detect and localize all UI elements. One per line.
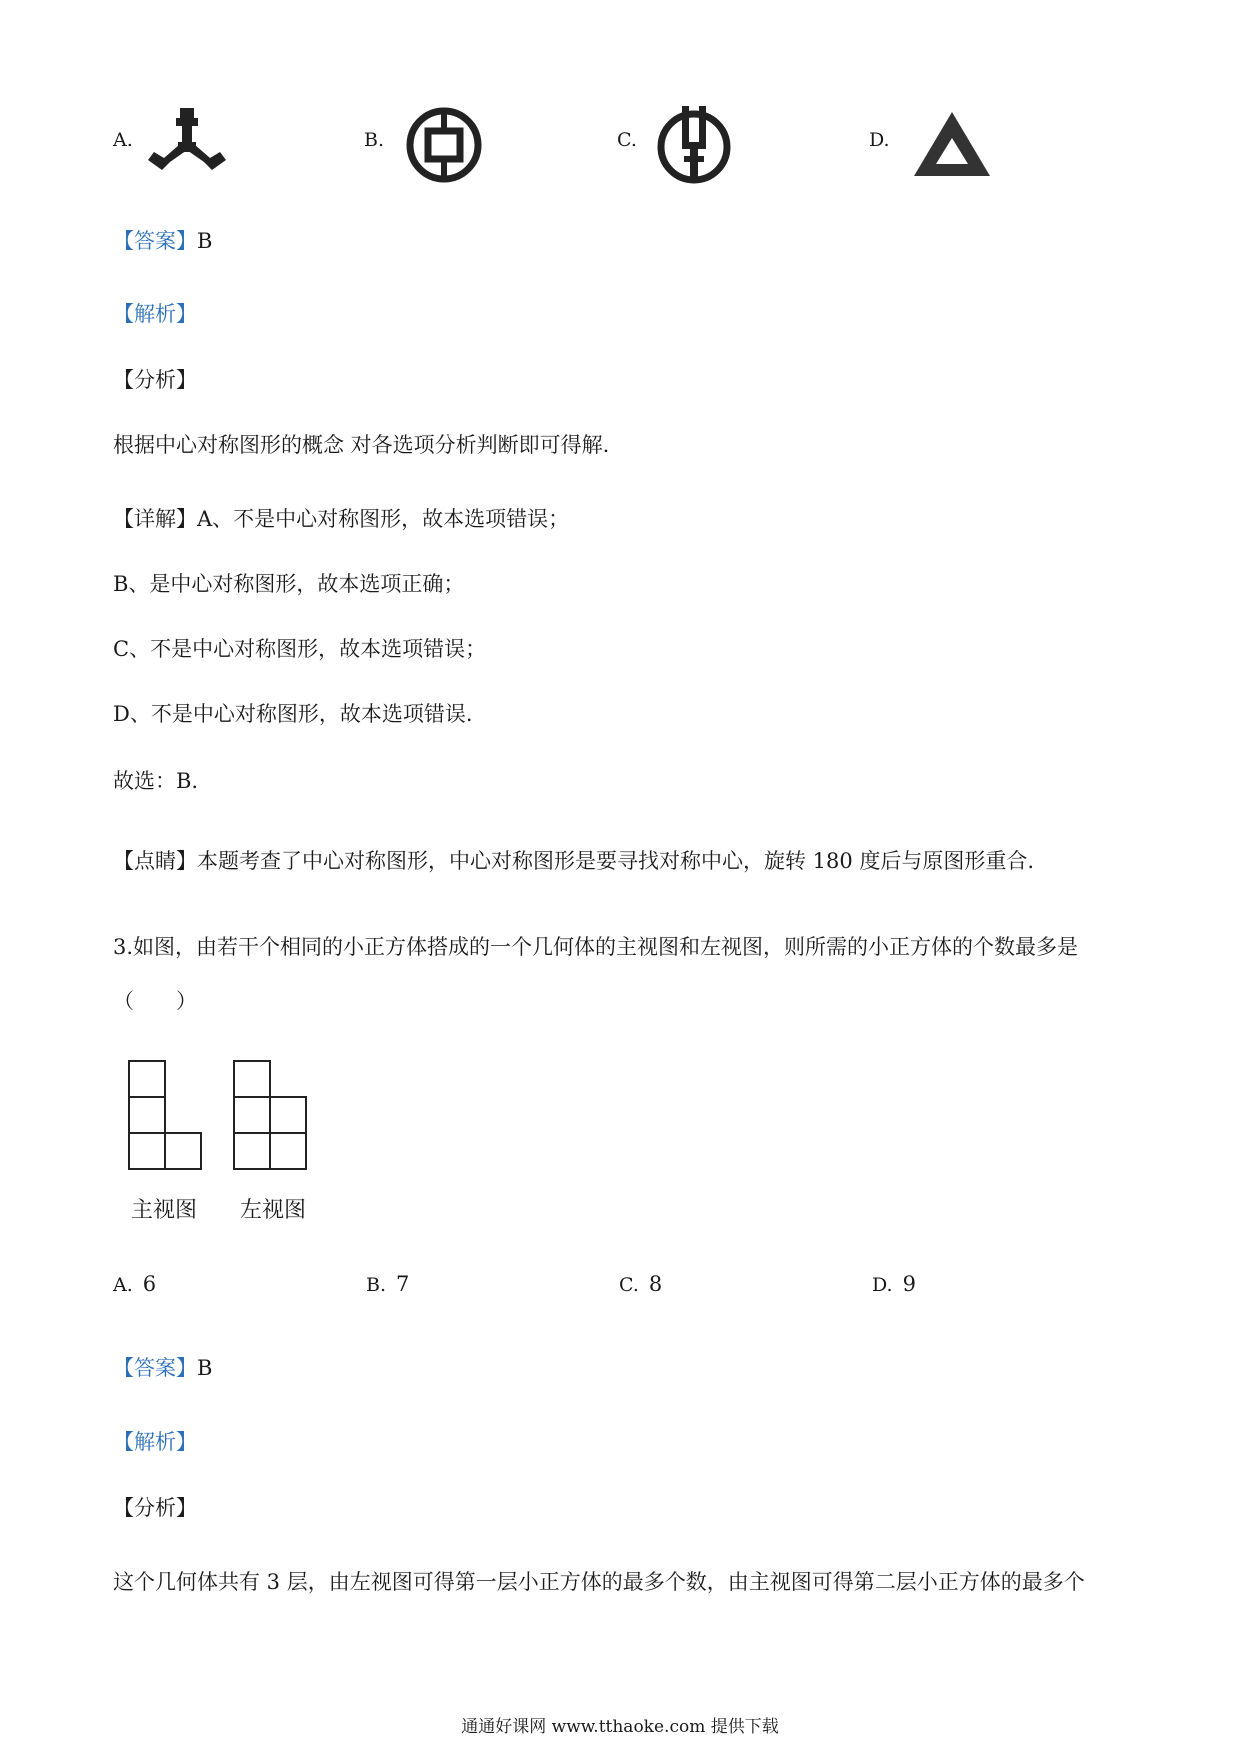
agri-bank-logo-icon	[654, 106, 734, 184]
q3-answer-line	[113, 1354, 212, 1382]
option-label: C.	[619, 1274, 639, 1296]
detail-tag: 【详解】	[113, 507, 197, 531]
page-footer: 通通好课网 www.tthaoke.com 提供下载	[461, 1717, 779, 1737]
fenxi-text: 根据中心对称图形的概念 对各选项分析判断即可得解.	[113, 433, 610, 457]
option-value: 9	[902, 1272, 916, 1296]
answer-value: B	[197, 229, 213, 253]
dianjing-tag: 【点睛】	[113, 849, 197, 873]
dianjing-line	[113, 847, 1034, 875]
left-view-figure	[233, 1060, 313, 1175]
analysis-tag: 【解析】	[113, 1430, 197, 1454]
q3-option-c	[619, 1272, 662, 1297]
tri-bank-logo-icon	[148, 108, 228, 176]
option-label: A.	[113, 1274, 133, 1296]
detail-line-2: B、是中心对称图形，故本选项正确；	[113, 572, 465, 596]
option-value: 7	[396, 1272, 410, 1296]
detail-line-1	[113, 505, 569, 533]
left-view-cell	[233, 1060, 271, 1098]
analysis-tag: 【解析】	[113, 302, 197, 326]
fenxi-tag: 【分析】	[113, 1496, 197, 1520]
front-view-caption: 主视图	[131, 1198, 198, 1223]
detail-line-3: C、不是中心对称图形，故本选项错误；	[113, 637, 487, 661]
left-view-caption: 左视图	[240, 1198, 307, 1223]
q3-option-a	[113, 1272, 156, 1297]
dianjing-text: 本题考查了中心对称图形，中心对称图形是要寻找对称中心，旋转 180 度后与原图形重合.	[197, 849, 1035, 873]
q3-stem-line-2: （ ）	[113, 989, 197, 1013]
answer-value: B	[197, 1356, 213, 1380]
left-view-cell	[233, 1132, 271, 1170]
fenxi-tag: 【分析】	[113, 368, 197, 392]
detail-text: A、不是中心对称图形，故本选项错误；	[197, 507, 570, 531]
option-c-label: C.	[617, 129, 637, 151]
option-label: D.	[872, 1274, 893, 1296]
front-view-figure	[128, 1060, 208, 1175]
coin-logo-icon	[404, 106, 484, 184]
option-value: 8	[648, 1272, 663, 1296]
front-view-cell	[128, 1096, 166, 1134]
fenxi-text: 这个几何体共有 3 层，由左视图可得第一层小正方体的最多个数，由主视图可得第二层小正方体的最多个	[113, 1570, 1085, 1594]
q3-option-d	[872, 1272, 916, 1297]
front-view-cell	[128, 1132, 166, 1170]
option-b-label: B.	[364, 129, 385, 151]
triangle-logo-icon	[912, 110, 992, 180]
front-view-cell	[128, 1060, 166, 1098]
left-view-cell	[233, 1096, 271, 1134]
option-label: B.	[366, 1274, 387, 1296]
answer-tag: 【答案】	[113, 1356, 197, 1380]
option-value: 6	[142, 1272, 157, 1296]
left-view-cell	[269, 1096, 307, 1134]
detail-line-4: D、不是中心对称图形，故本选项错误.	[113, 702, 473, 726]
option-a-label: A.	[113, 129, 133, 151]
q3-stem-line-1: 3.如图，由若干个相同的小正方体搭成的一个几何体的主视图和左视图，则所需的小正方体的个数最多是	[113, 935, 1079, 959]
answer-tag: 【答案】	[113, 229, 197, 253]
left-view-cell	[269, 1132, 307, 1170]
front-view-cell	[164, 1132, 202, 1170]
option-d-label: D.	[869, 129, 890, 151]
q2-answer-line	[113, 227, 212, 255]
q3-option-b	[366, 1272, 409, 1297]
choose-line: 故选：B.	[113, 769, 199, 793]
